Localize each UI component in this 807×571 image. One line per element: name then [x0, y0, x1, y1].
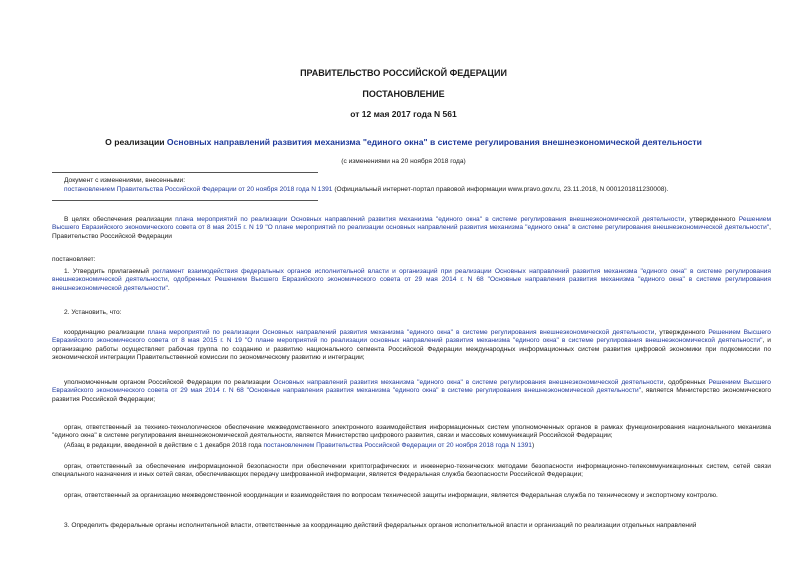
authorized-text-3: , является Министерство экономического развития Российской Федерации; [52, 387, 772, 403]
edition-link[interactable]: постановлением Правительства Российской Федерации от 20 ноября 2018 года N 1391 [263, 442, 532, 449]
authorized-body-paragraph [52, 379, 771, 404]
item-3-text: 3. Определить федеральные органы исполнительной власти, ответственные за координацию действий федеральных органов исполнительной власти и организаций по реализации отдельных направлений [64, 522, 697, 529]
item-2-text: 2. Установить, что: [64, 309, 122, 316]
coordination-paragraph [52, 329, 771, 363]
preamble-paragraph [52, 216, 771, 241]
item-1-link-regulation[interactable]: регламент взаимодействия федеральных органов исполнительной власти и организаций при реализации Основных направлений развития механизма "единого окна" в системе регулирования внешнеэкономической деятельности, одобренных Решением Высшего Евразийского экономического совета от 29 мая 2014 г. N 68 "Основные направления развития механизма "единого окна" в системе регулирования внешнеэкономической деятельности" [52, 268, 771, 292]
authorized-link-decision[interactable]: Решением Высшего Евразийского экономического совета от 29 мая 2014 г. N 68 "Основные направления развития механизма "единого окна" в системе регулирования внешнеэкономической деятельности" [52, 379, 771, 395]
divider-bottom [52, 200, 318, 201]
tech-body-paragraph [52, 424, 771, 441]
fstek-text: орган, ответственный за организацию межведомственной координации и взаимодействия по вопросам технической защиты информации, является Федеральная служба по техническому и экспортному контролю. [64, 492, 718, 499]
authorized-text-1: уполномоченным органом Российской Федерации по реализации [64, 379, 274, 386]
amendments-source: (Официальный интернет-портал правовой информации www.pravo.gov.ru, 23.11.2018, N 0001201811230008). [332, 186, 669, 193]
tech-text: орган, ответственный за технико-технологическое обеспечение межведомственного электронного взаимодействия информационных систем уполномоченных органов в рамках функционирования национального механизма "единого окна" в системе регулирования внешнеэкономической деятельности, является Министерство цифрового развития, связи и массовых коммуникаций Российской Федерации; [52, 424, 771, 440]
amendments-link[interactable]: постановлением Правительства Российской Федерации от 20 ноября 2018 года N 1391 [64, 186, 333, 193]
coordination-link-decision[interactable]: Решением Высшего Евразийского экономического совета от 8 мая 2015 г. N 19 "О плане мероприятий по реализации основных направлений развития механизма "единого окна" в системе регулирования внешнеэкономической деятельности" [52, 329, 771, 345]
fstek-paragraph [52, 492, 771, 500]
document-title [38, 137, 769, 147]
title-link[interactable]: Основных направлений развития механизма "единого окна" в системе регулирования внешнеэкономической деятельности [166, 137, 702, 147]
coordination-text-3: , и организацию работы осуществляет рабочая группа по созданию и развитию национального сегмента Российской Федерации международных информационных систем развития цифровой экономики при подкомиссии по экономической интеграции Правительственной комиссии по экономическому развитию и интеграции; [52, 337, 771, 362]
edition-text-2: ) [531, 442, 535, 449]
edition-note-paragraph [52, 442, 771, 450]
preamble-link-decision[interactable]: Решением Высшего Евразийского экономического совета от 8 мая 2015 г. N 19 "О плане мероприятий по реализации основных направлений развития механизма "единого окна" в системе регулирования внешнеэкономической деятельности" [52, 216, 771, 232]
government-heading: ПРАВИТЕЛЬСТВО РОССИЙСКОЙ ФЕДЕРАЦИИ [300, 68, 507, 78]
item-2-paragraph [52, 309, 771, 317]
authorized-link-directions[interactable]: Основных направлений развития механизма "единого окна" в системе регулирования внешнеэкономической деятельности [273, 379, 664, 386]
document-type-heading: ПОСТАНОВЛЕНИЕ [362, 89, 445, 99]
coordination-link-plan[interactable]: плана мероприятий по реализации Основных направлений развития механизма "единого окна" в системе регулирования внешнеэкономической деятельности [147, 329, 655, 336]
item-1-period: . [167, 284, 170, 292]
divider-top [52, 172, 318, 173]
resolves-paragraph: постановляет: [52, 256, 96, 263]
security-text: орган, ответственный за обеспечение информационной безопасности при обеспечении криптографических и инженерно-технических методами безопасности информационно-телекоммуникационных систем, сетей связи специального назначения и иных сетей связи, обеспечивающих передачу шифрованной информации, является Федеральная служба безопасности Российской Федерации; [52, 463, 771, 479]
preamble-text-1: В целях обеспечения реализации [64, 216, 176, 223]
amendments-line [64, 185, 774, 194]
edition-text-1: (Абзац в редакции, введенной в действие с 1 декабря 2018 года [64, 442, 264, 449]
preamble-text-2: , утвержденного [684, 216, 739, 223]
preamble-link-plan[interactable]: плана мероприятий по реализации Основных направлений развития механизма "единого окна" в системе регулирования внешнеэкономической деятельности [175, 216, 685, 223]
amendments-intro: Документ с изменениями, внесенными: [64, 177, 186, 184]
coordination-text-1: координацию реализации [64, 329, 148, 336]
changes-note: (с изменениями на 20 ноября 2018 года) [341, 158, 466, 165]
authorized-text-2: , одобренных [663, 379, 709, 386]
security-body-paragraph [52, 463, 771, 480]
preamble-text-3: , Правительство Российской Федерации [52, 224, 771, 240]
coordination-text-2: , утвержденного [654, 329, 709, 336]
item-1-text: 1. Утвердить прилагаемый [64, 268, 153, 275]
item-3-paragraph [52, 522, 771, 530]
amendments-block [64, 176, 774, 194]
item-1-paragraph [52, 268, 771, 293]
document-date-number: от 12 мая 2017 года N 561 [350, 109, 457, 119]
title-prefix: О реализации [105, 137, 167, 147]
